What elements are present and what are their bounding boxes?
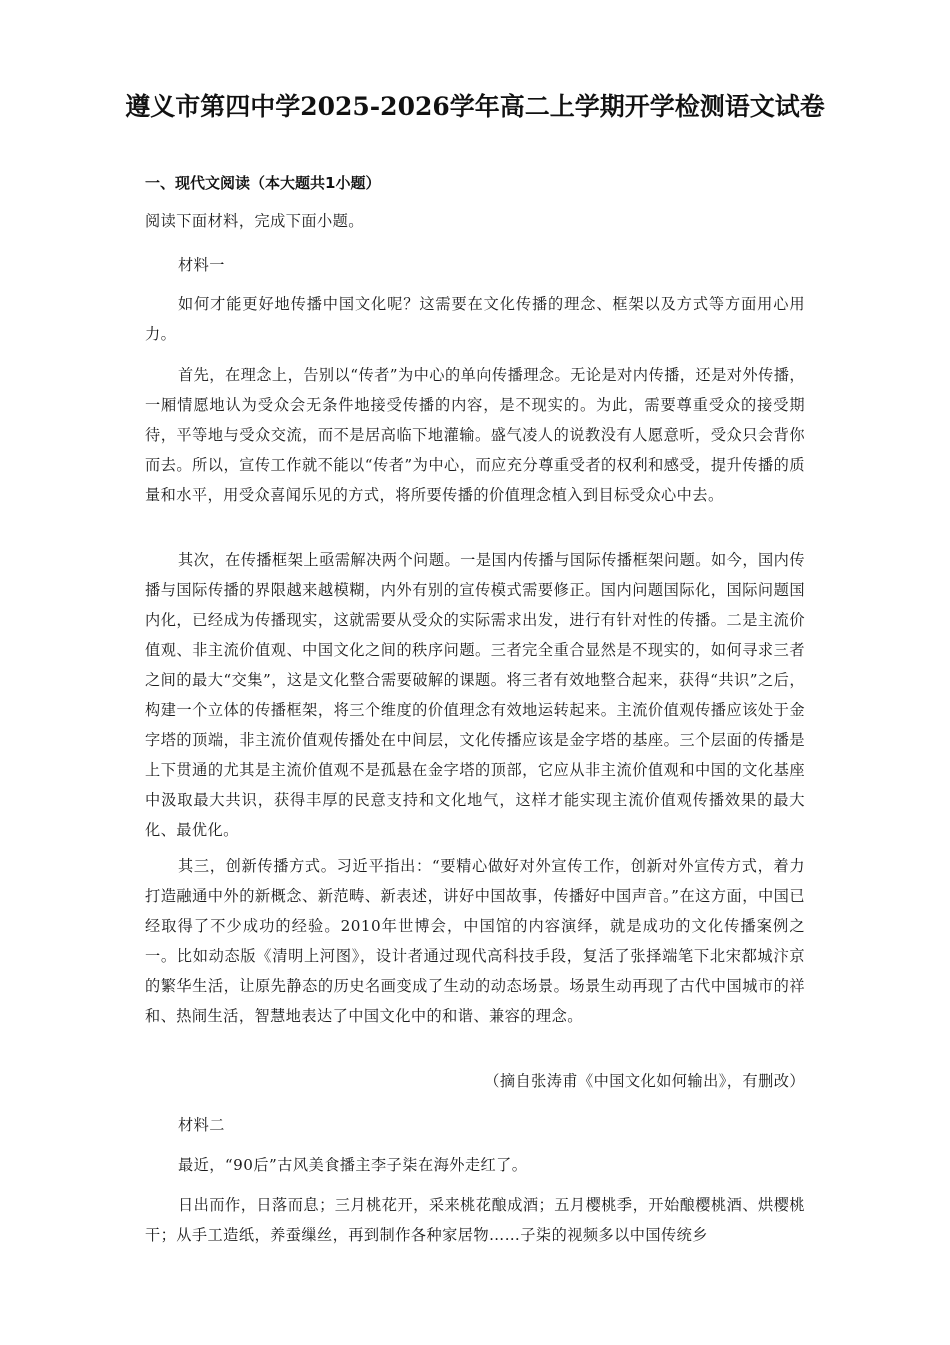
material-2-paragraph: 最近，“90后”古风美食播主李子柒在海外走红了。 — [178, 1156, 528, 1174]
material-1-paragraph: 其次，在传播框架上亟需解决两个问题。一是国内传播与国际传播框架问题。如今，国内传播与国际传播的界限越来越模糊，内外有别的宣传模式需要修正。国内问题国际化，国际问题国内化，已经成为传播现实，这就需要从受众的实际需求出发，进行有针对性的传播。二是主流价值观、非主流价值观、中国文化之间的秩序问题。三者完全重合显然是不现实的，如何寻求三者之间的最大“交集”，这是文化整合需要破解的课题。将三者有效地整合起来，获得“共识”之后，构建一个立体的传播框架，将三个维度的价值理念有效地运转起来。主流价值观传播应该处于金字塔的顶端，非主流价值观传播处在中间层，文化传播应该是金字塔的基座。三个层面的传播是上下贯通的尤其是主流价值观不是孤悬在金字塔的顶部，它应从非主流价值观和中国的文化基座中汲取最大共识，获得丰厚的民意支持和文化地气，这样才能实现主流价值观传播效果的最大化、最优化。 — [145, 551, 805, 839]
material-1-paragraph: 首先，在理念上，告别以“传者”为中心的单向传播理念。无论是对内传播，还是对外传播，一厢情愿地认为受众会无条件地接受传播的内容，是不现实的。为此，需要尊重受众的接受期待，平等地与受众交流，而不是居高临下地灌输。盛气凌人的说教没有人愿意听，受众只会背你而去。所以，宣传工作就不能以“传者”为中心，而应充分尊重受者的权利和感受，提升传播的质量和水平，用受众喜闻乐见的方式，将所要传播的价值理念植入到目标受众心中去。 — [145, 366, 805, 504]
reading-instruction: 阅读下面材料，完成下面小题。 — [145, 212, 364, 230]
material-2-paragraph: 日出而作，日落而息；三月桃花开，采来桃花酿成酒；五月樱桃季，开始酿樱桃酒、烘樱桃干；从手工造纸，养蚕缫丝，再到制作各种家居物……子柒的视频多以中国传统乡 — [145, 1196, 805, 1244]
material-1-label: 材料一 — [178, 256, 225, 274]
document-title: 遵义市第四中学2025-2026学年高二上学期开学检测语文试卷 — [125, 92, 825, 121]
material-1-source: （摘自张涛甫《中国文化如何输出》，有删改） — [484, 1072, 805, 1090]
material-1-paragraph: 其三，创新传播方式。习近平指出：“要精心做好对外宣传工作，创新对外宣传方式，着力打造融通中外的新概念、新范畴、新表述，讲好中国故事，传播好中国声音。”在这方面，中国已经取得了不少成功的经验。2010年世博会，中国馆的内容演绎，就是成功的文化传播案例之一。比如动态版《清明上河图》，设计者通过现代高科技手段，复活了张择端笔下北宋都城汴京的繁华生活，让原先静态的历史名画变成了生动的动态场景。场景生动再现了古代中国城市的祥和、热闹生活，智慧地表达了中国文化中的和谐、兼容的理念。 — [145, 857, 805, 1025]
material-2-label: 材料二 — [178, 1116, 225, 1134]
section-heading: 一、现代文阅读（本大题共1小题） — [145, 174, 381, 192]
material-1-paragraph: 如何才能更好地传播中国文化呢？这需要在文化传播的理念、框架以及方式等方面用心用力。 — [145, 295, 805, 343]
